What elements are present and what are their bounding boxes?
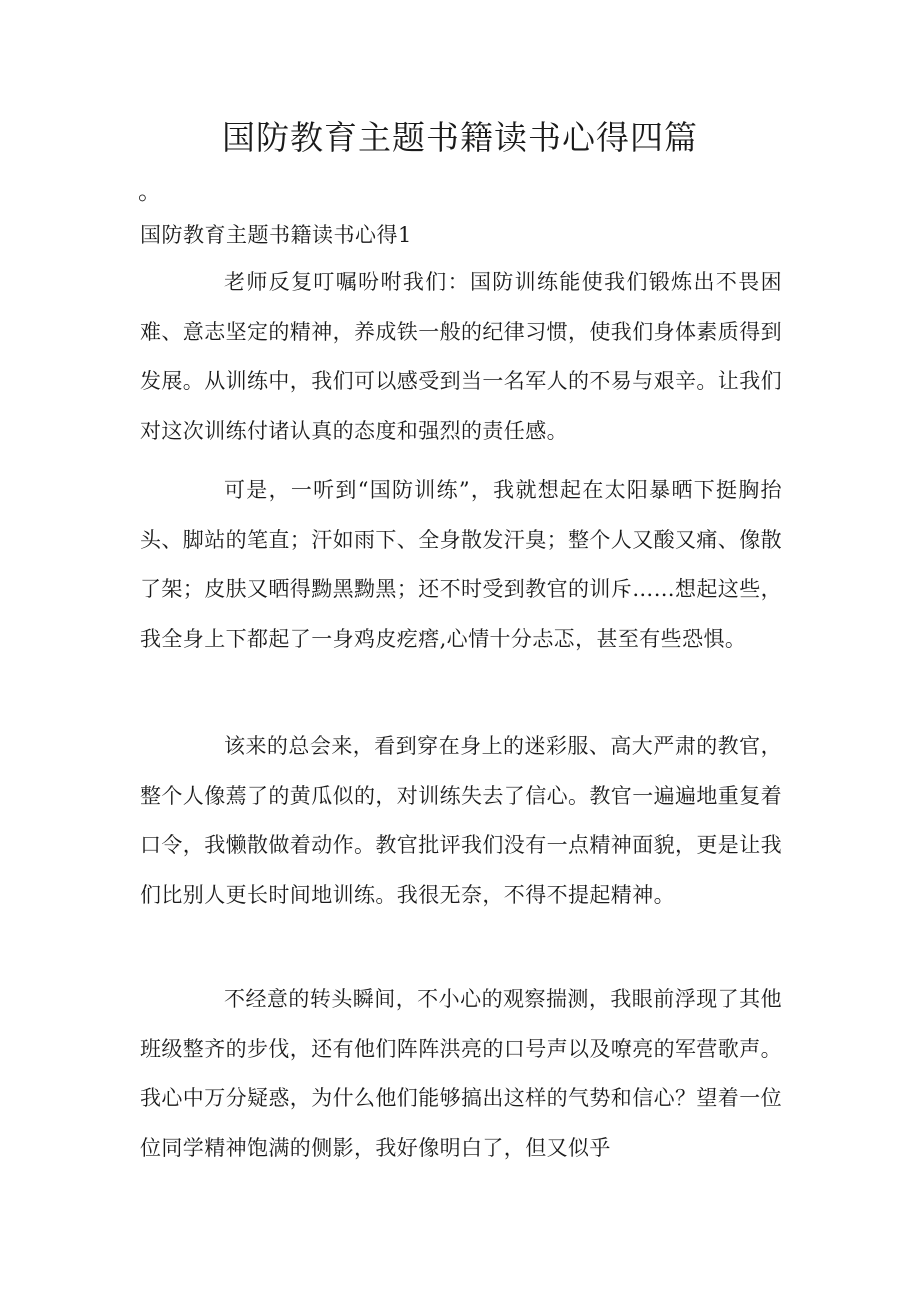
paragraph-1: 老师反复叮嘱吩咐我们：国防训练能使我们锻炼出不畏困难、意志坚定的精神，养成铁一般的纪律习惯，使我们身体素质得到发展。从训练中，我们可以感受到当一名军人的不易与艰辛。让我们对这次训练付诸认真的态度和强烈的责任感。 bbox=[140, 270, 782, 443]
paragraph-4: 不经意的转头瞬间，不小心的观察揣测，我眼前浮现了其他班级整齐的步伐，还有他们阵阵洪亮的口号声以及嘹亮的军营歌声。我心中万分疑惑，为什么他们能够搞出这样的气势和信心？望着一位位同学精神饱满的侧影，我好像明白了，但又似乎 bbox=[140, 987, 782, 1160]
paragraph-3: 该来的总会来，看到穿在身上的迷彩服、高大严肃的教官，整个人像蔫了的黄瓜似的，对训练失去了信心。教官一遍遍地重复着口令，我懒散做着动作。教官批评我们没有一点精神面貌，更是让我们比别人更长时间地训练。我很无奈，不得不提起精神。 bbox=[140, 734, 782, 907]
document-title: 国防教育主题书籍读书心得四篇 bbox=[222, 118, 698, 157]
section-heading: 国防教育主题书籍读书心得1 bbox=[140, 223, 412, 247]
paragraph-2: 可是，一听到“国防训练”，我就想起在太阳暴晒下挺胸抬头、脚站的笔直；汗如雨下、全身散发汗臭；整个人又酸又痛、像散了架；皮肤又晒得黝黑黝黑；还不时受到教官的训斥……想起这些，我全身上下都起了一身鸡皮疙瘩,心情十分忐忑，甚至有些恐惧。 bbox=[140, 478, 782, 651]
title-period-mark: 。 bbox=[138, 177, 162, 205]
